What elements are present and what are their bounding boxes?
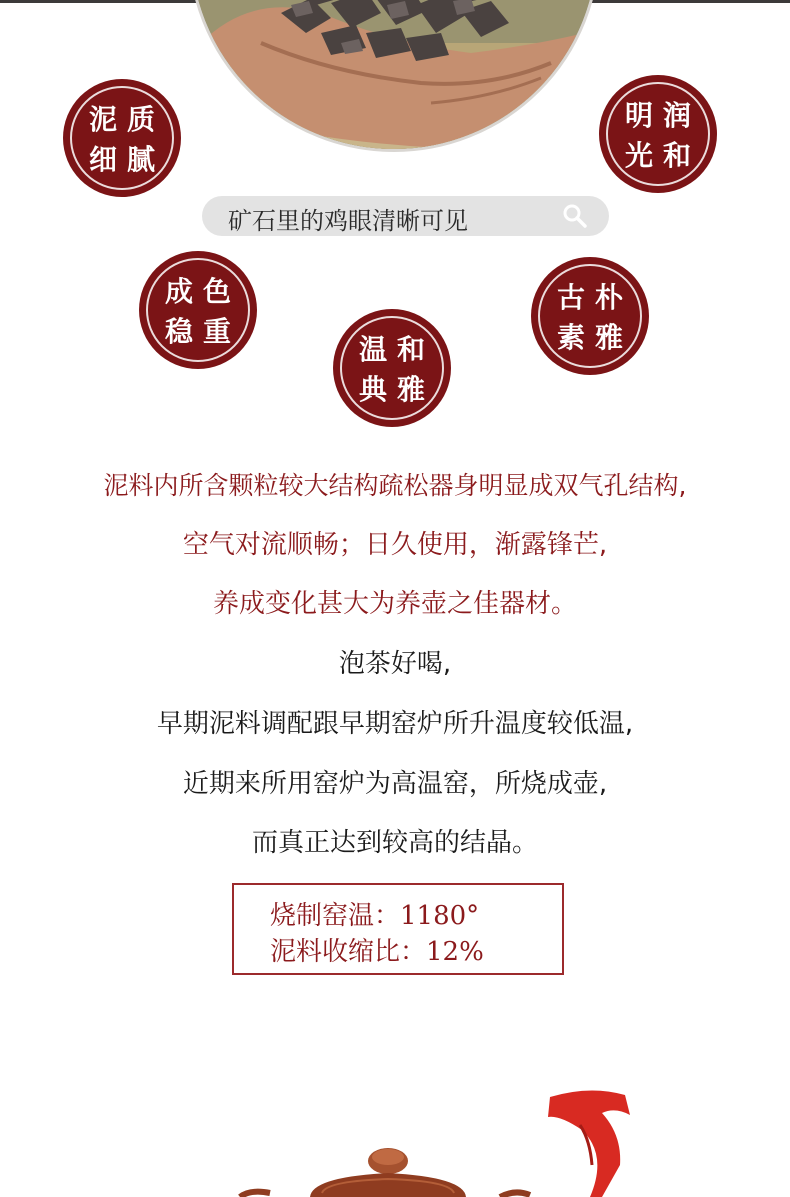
description-line: 空气对流顺畅；日久使用，渐露锋芒, bbox=[182, 530, 608, 560]
badge-line: 古朴 bbox=[556, 281, 633, 314]
badge-simple-elegant bbox=[532, 258, 648, 374]
caption-pill bbox=[202, 196, 609, 236]
badge-line: 成色 bbox=[164, 275, 241, 308]
badge-stable-color bbox=[140, 252, 256, 368]
description-line: 泥料内所含颗粒较大结构疏松器身明显成双气孔结构, bbox=[103, 471, 687, 500]
description-line: 而真正达到较高的结晶。 bbox=[251, 828, 538, 858]
teapot-illustration bbox=[230, 1085, 650, 1197]
magnifier-icon bbox=[562, 203, 588, 229]
description-line: 早期泥料调配跟早期窑炉所升温度较低温, bbox=[156, 709, 634, 739]
badge-line: 泥质 bbox=[88, 103, 165, 136]
badge-bright-smooth bbox=[600, 76, 716, 192]
badge-line: 明润 bbox=[624, 99, 701, 132]
description-line: 泡茶好喝, bbox=[338, 649, 452, 679]
badge-fine-clay bbox=[64, 80, 180, 196]
ore-in-hand-photo bbox=[188, 0, 600, 152]
description-line: 近期来所用窑炉为高温窑，所烧成壶, bbox=[182, 769, 608, 799]
specs-box bbox=[232, 883, 564, 975]
badge-line: 温和 bbox=[358, 333, 435, 366]
badge-line: 细腻 bbox=[88, 143, 165, 176]
badge-line: 素雅 bbox=[556, 321, 633, 354]
shrinkage-ratio: 泥料收缩比：12% bbox=[270, 937, 484, 967]
badge-gentle-elegant bbox=[334, 310, 450, 426]
kiln-temperature: 烧制窑温：1180° bbox=[270, 901, 480, 931]
badge-line: 光和 bbox=[624, 139, 701, 172]
badge-line: 典雅 bbox=[358, 373, 435, 406]
badge-line: 稳重 bbox=[164, 315, 241, 348]
description-line: 养成变化甚大为养壶之佳器材。 bbox=[212, 589, 577, 619]
caption-text: 矿石里的鸡眼清晰可见 bbox=[228, 207, 468, 235]
